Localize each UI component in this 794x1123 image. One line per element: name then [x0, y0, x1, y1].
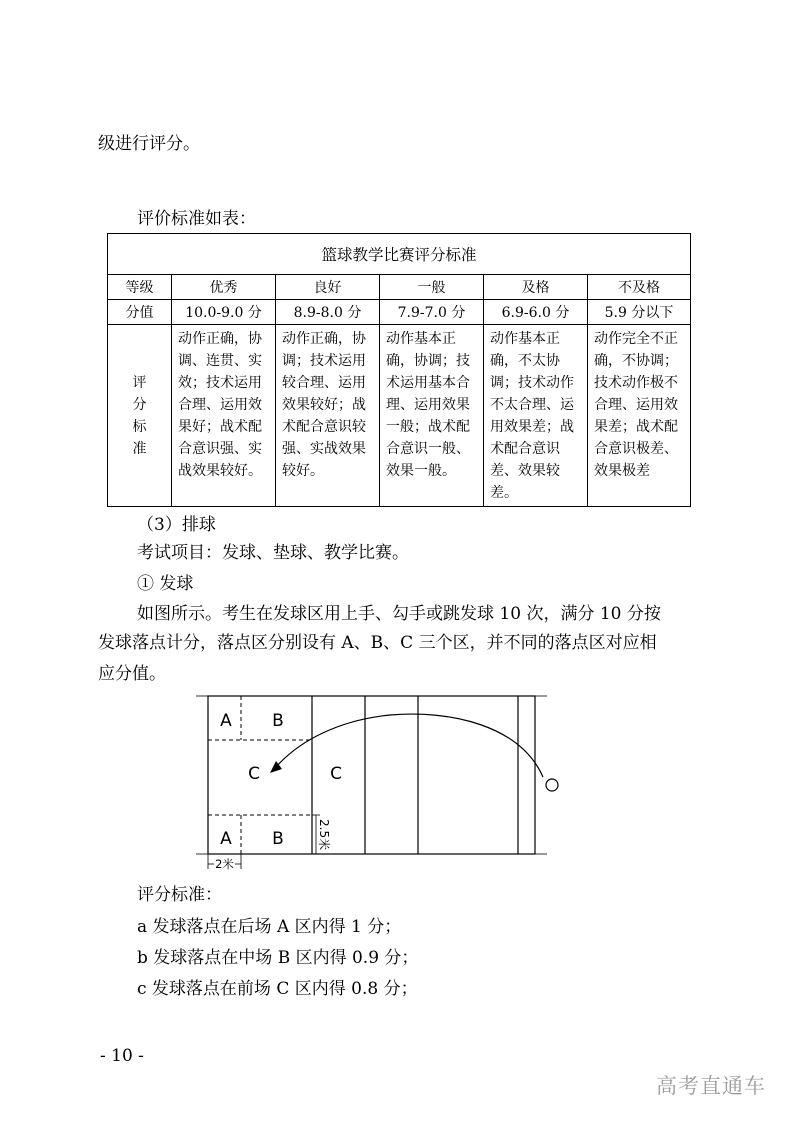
- criteria-heading: 评分标准：: [137, 885, 222, 905]
- header-cell: 及格: [484, 275, 588, 300]
- header-cell: 等级: [108, 275, 172, 300]
- dimension-label-vertical: 2.5米: [317, 819, 331, 851]
- scoring-table: [107, 233, 691, 507]
- zone-label-a-top: A: [220, 711, 232, 731]
- intro-line: 级进行评分。: [98, 134, 200, 154]
- serve-trajectory: [276, 714, 543, 777]
- criteria-item: a 发球落点在后场 A 区内得 1 分；: [137, 917, 402, 937]
- header-cell: 不及格: [588, 275, 691, 300]
- table-score-row: [108, 300, 691, 325]
- zone-label-a-bottom: A: [220, 829, 232, 849]
- zone-label-c-right: C: [330, 764, 342, 784]
- score-cell: 6.9-6.0 分: [484, 300, 588, 325]
- watermark: 高考直通车: [656, 1074, 766, 1098]
- score-cell: 10.0-9.0 分: [172, 300, 276, 325]
- page-number: - 10 -: [100, 1046, 144, 1066]
- table-title: 篮球教学比赛评分标准: [108, 234, 691, 275]
- criteria-label-char: 准: [132, 440, 147, 457]
- criteria-item: b 发球落点在中场 B 区内得 0.9 分；: [137, 948, 419, 968]
- criteria-cell: 动作正确，协调；技术运用较合理、运用效果较好；战术配合意识较强、实战效果较好。: [276, 325, 380, 507]
- serve-paragraph-line: 应分值。: [98, 664, 166, 684]
- score-cell: 8.9-8.0 分: [276, 300, 380, 325]
- header-cell: 一般: [380, 275, 484, 300]
- criteria-cell: 动作基本正确，协调；技术运用基本合理、运用效果一般；战术配合意识一般、效果一般。: [380, 325, 484, 507]
- serve-heading: ① 发球: [137, 574, 194, 594]
- server-position-marker: [546, 779, 558, 791]
- zone-label-b-top: B: [272, 711, 284, 731]
- criteria-cell: 动作正确，协调、连贯、实效；技术运用合理、运用效果好；战术配合意识强、实战效果较好。: [172, 325, 276, 507]
- header-cell: 优秀: [172, 275, 276, 300]
- score-cell: 7.9-7.0 分: [380, 300, 484, 325]
- serve-paragraph-line: 如图所示。考生在发球区用上手、勾手或跳发球 10 次，满分 10 分按: [137, 604, 661, 624]
- zone-label-b-bottom: B: [272, 829, 284, 849]
- criteria-label-char: 标: [132, 418, 147, 435]
- header-cell: 良好: [276, 275, 380, 300]
- criteria-label-char: 评: [132, 374, 147, 391]
- table-header-row: [108, 275, 691, 300]
- section-heading: （3）排球: [137, 515, 216, 535]
- criteria-cell: 动作基本正确，不太协调；技术动作不太合理、运用效果差；战术配合意识差、效果较差。: [484, 325, 588, 507]
- criteria-item: c 发球落点在前场 C 区内得 0.8 分；: [137, 979, 418, 999]
- exam-items: 考试项目：发球、垫球、教学比赛。: [137, 543, 409, 563]
- volleyball-court-diagram: [190, 685, 570, 875]
- criteria-cell: 动作完全不正确，不协调；技术动作极不合理、运用效果差；战术配合意识极差、效果极差: [588, 325, 691, 507]
- score-cell: 分值: [108, 300, 172, 325]
- table-intro: 评价标准如表：: [137, 209, 256, 229]
- dimension-label-horizontal: 2米: [215, 857, 234, 871]
- table-criteria-row: [108, 325, 691, 507]
- criteria-label-char: 分: [132, 396, 147, 413]
- criteria-label: [108, 325, 172, 507]
- serve-paragraph-line: 发球落点计分，落点区分别设有 A、B、C 三个区，并不同的落点区对应相: [98, 633, 657, 653]
- score-cell: 5.9 分以下: [588, 300, 691, 325]
- zone-label-c-left: C: [248, 764, 260, 784]
